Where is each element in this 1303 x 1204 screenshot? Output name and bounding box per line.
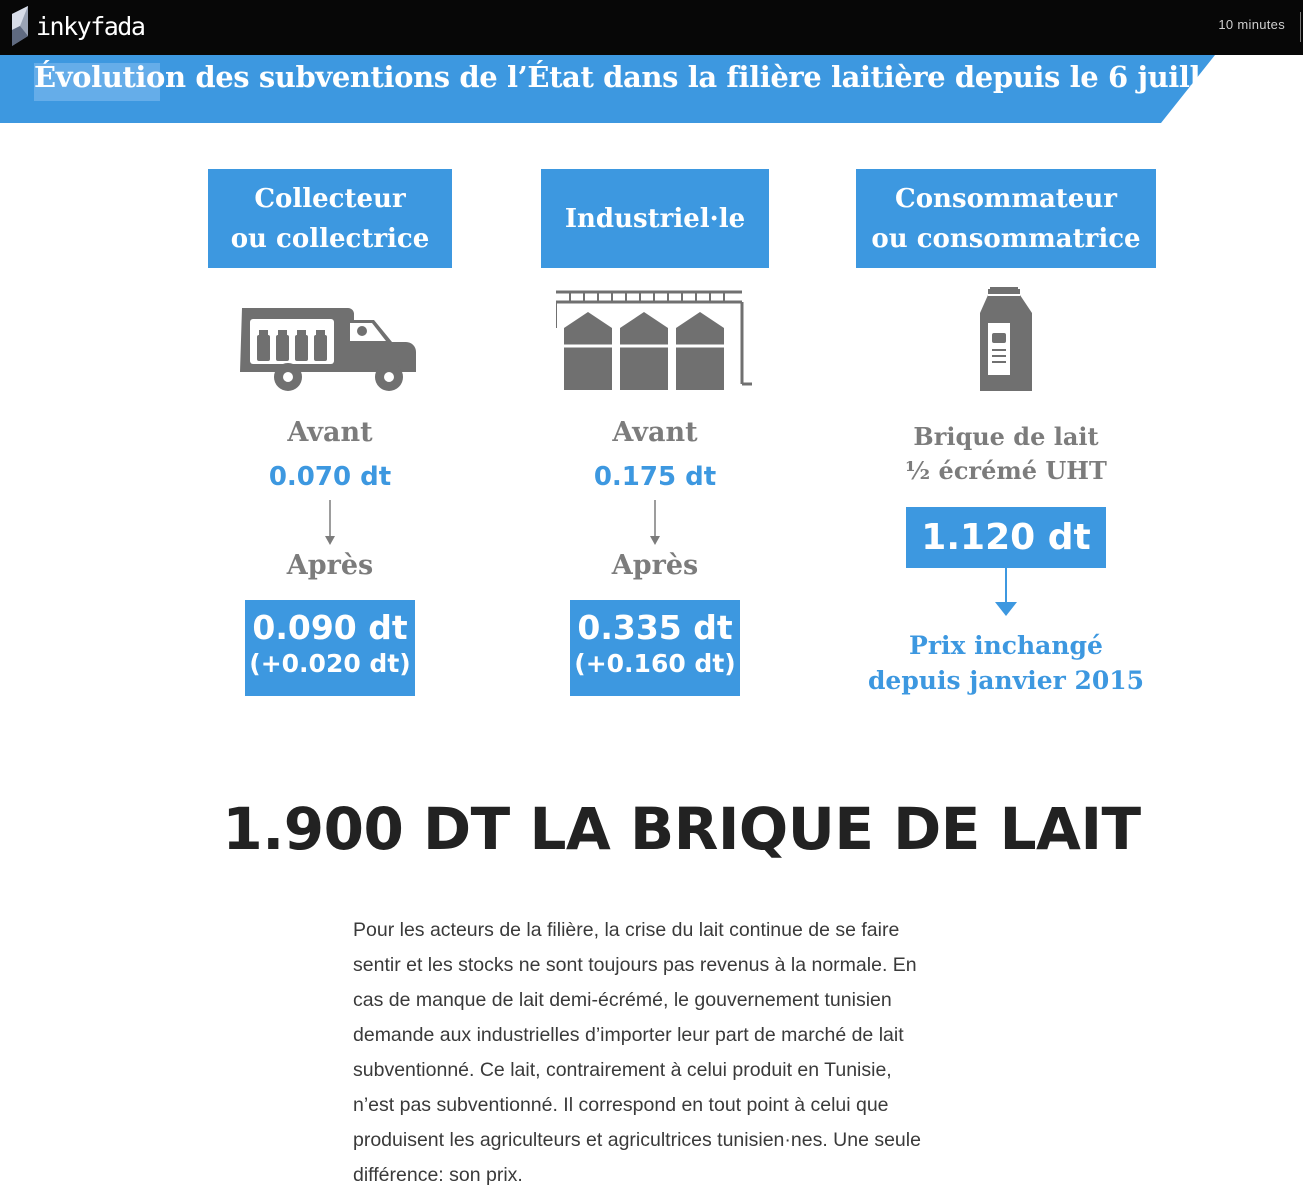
arrow-down-icon bbox=[648, 500, 662, 546]
arrow-down-icon bbox=[323, 500, 337, 546]
consumer-note-line2: depuis janvier 2015 bbox=[867, 666, 1145, 695]
consumer-product-label bbox=[856, 420, 1156, 488]
industrial-after-delta: (+0.160 dt) bbox=[574, 649, 736, 678]
consumer-header-line1: Consommateur bbox=[895, 183, 1117, 214]
collector-after-box bbox=[245, 600, 415, 696]
article-paragraph bbox=[353, 913, 1023, 1193]
section-heading: 1.900 DT LA BRIQUE DE LAIT bbox=[222, 795, 1141, 863]
industrial-before-label: Avant bbox=[612, 417, 698, 448]
industrial-before-value: 0.175 dt bbox=[593, 462, 717, 492]
collector-before-label: Avant bbox=[287, 417, 373, 448]
consumer-header-line2: ou consommatrice bbox=[871, 223, 1141, 254]
industrial-after-label: Après bbox=[611, 550, 699, 581]
paragraph-line: cas de manque de lait demi-écrémé, le gouvernement tunisien bbox=[353, 989, 892, 1011]
arrow-down-icon bbox=[994, 568, 1018, 618]
paragraph-line: subventionné. Ce lait, contrairement à celui produit en Tunisie, bbox=[353, 1059, 892, 1081]
inkyfada-logo-icon bbox=[12, 6, 28, 46]
industrial-header-line1: Industriel·le bbox=[564, 203, 746, 234]
industrial-header bbox=[541, 169, 769, 268]
infographic-title: Évolution des subventions de l’État dans la filière laitière depuis le 6 juillet bbox=[34, 60, 1232, 94]
logo-text: inkyfada bbox=[36, 11, 145, 41]
milk-truck-icon bbox=[240, 305, 420, 393]
logo[interactable] bbox=[12, 6, 144, 46]
factory-silos-icon bbox=[556, 288, 754, 392]
milk-carton-icon bbox=[976, 287, 1036, 393]
industrial-column bbox=[541, 169, 769, 268]
paragraph-line: différence: son prix. bbox=[353, 1164, 523, 1186]
collector-header bbox=[208, 169, 452, 268]
consumer-column bbox=[856, 169, 1156, 268]
collector-column bbox=[208, 169, 452, 268]
top-bar bbox=[0, 0, 1303, 55]
collector-header-line2: ou collectrice bbox=[230, 223, 430, 254]
collector-header-line1: Collecteur bbox=[254, 183, 406, 214]
collector-after-value: 0.090 dt bbox=[252, 608, 408, 647]
collector-after-delta: (+0.020 dt) bbox=[249, 649, 411, 678]
consumer-product-line2: ½ écrémé UHT bbox=[905, 456, 1107, 485]
consumer-note bbox=[856, 628, 1156, 698]
consumer-header bbox=[856, 169, 1156, 268]
reading-time: 10 minutes bbox=[1218, 17, 1285, 32]
consumer-note-line1: Prix inchangé bbox=[909, 631, 1103, 660]
consumer-price-box bbox=[906, 507, 1106, 568]
collector-after-label: Après bbox=[286, 550, 374, 581]
consumer-product-line1: Brique de lait bbox=[913, 422, 1099, 451]
paragraph-line: n’est pas subventionné. Il correspond en tout point à celui que bbox=[353, 1094, 889, 1116]
paragraph-line: Pour les acteurs de la filière, la crise du lait continue de se faire bbox=[353, 919, 900, 941]
consumer-price: 1.120 dt bbox=[921, 517, 1091, 558]
paragraph-line: sentir et les stocks ne sont toujours pas revenus à la normale. En bbox=[353, 954, 917, 976]
paragraph-line: demande aux industrielles d’importer leur part de marché de lait bbox=[353, 1024, 904, 1046]
collector-before-value: 0.070 dt bbox=[268, 462, 392, 492]
paragraph-line: produisent les agriculteurs et agricultrices tunisien·nes. Une seule bbox=[353, 1129, 921, 1151]
topbar-divider bbox=[1300, 12, 1301, 42]
industrial-after-box bbox=[570, 600, 740, 696]
industrial-after-value: 0.335 dt bbox=[577, 608, 733, 647]
